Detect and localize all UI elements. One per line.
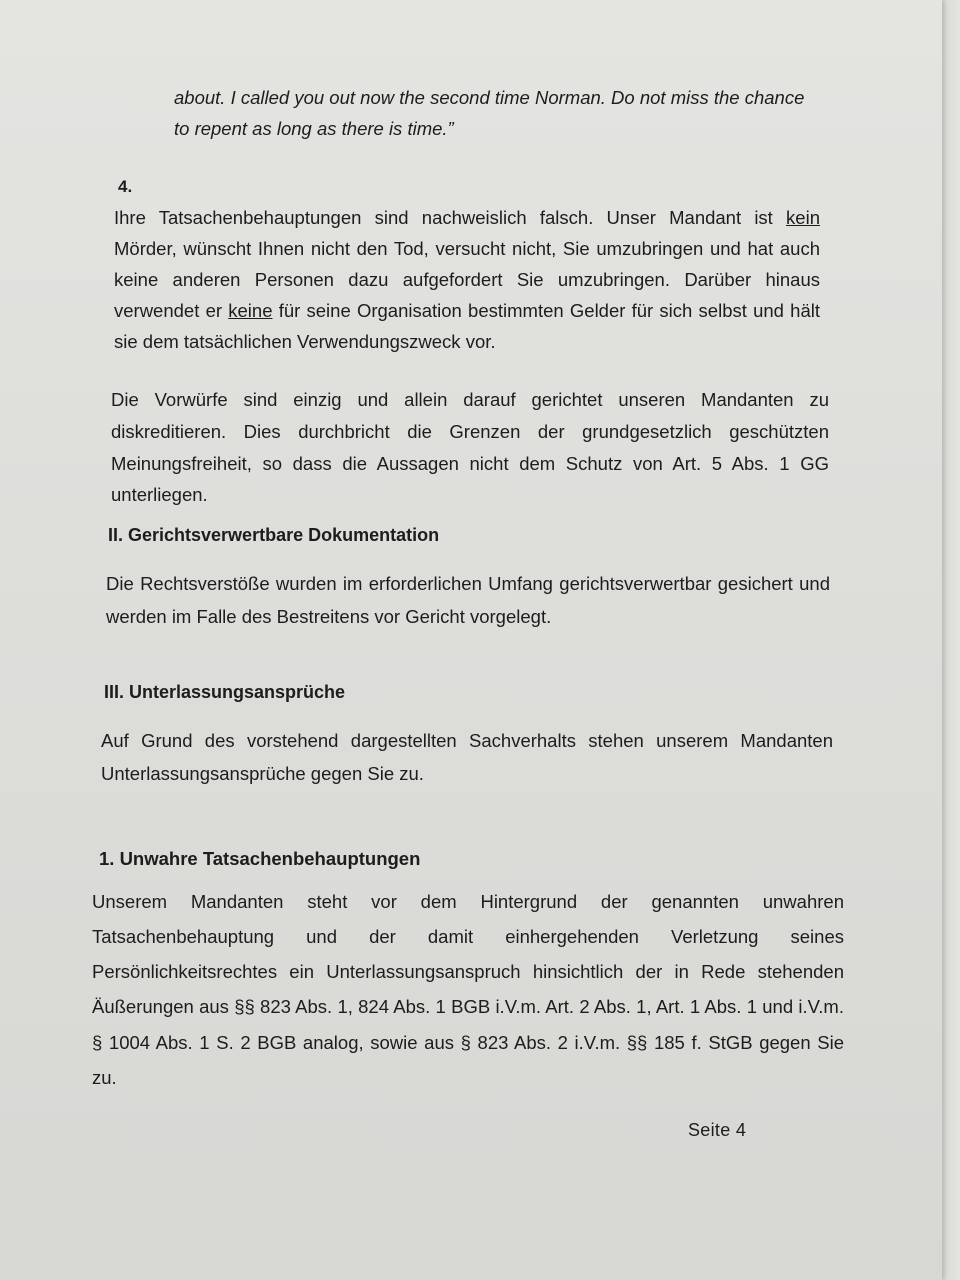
- paragraph-text: Mörder, wünscht Ihnen nicht den Tod, versucht nicht, Sie umzubringen und hat auch keine anderen Personen dazu aufgefordert Sie umzubringen. Darüber hinaus verwendet er: [114, 238, 820, 322]
- heading-untrue-statements: 1. Unwahre Tatsachenbehauptungen: [99, 848, 421, 869]
- heading-injunction-claims: III. Unterlassungsansprüche: [104, 682, 346, 702]
- quote-line-1: about. I called you out now the second time Norman. Do not miss the chance: [174, 87, 805, 108]
- paragraph-injunction-claims: Auf Grund des vorstehend dargestellten Sachverhalts stehen unserem Mandanten Unterlassungsansprüche gegen Sie zu.: [101, 730, 833, 784]
- underlined-keine: keine: [228, 300, 273, 322]
- underlined-kein: kein: [786, 207, 820, 228]
- section-number: 4.: [118, 177, 133, 196]
- paragraph-untrue-statements: Unserem Mandanten steht vor dem Hintergrund der genannten unwahren Tatsachenbehauptung und der damit einhergehenden Verletzung seines Persönlichkeitsrechtes ein Unterlassungsanspruch hinsichtlich der in Rede stehenden Äußerungen aus §§ 823 Abs. 1, 824 Abs. 1 BGB i.V.m. Art. 2 Abs. 1, Art. 1 Abs. 1 und i.V.m. § 1004 Abs. 1 S. 2 BGB analog, sowie aus § 823 Abs. 2 i.V.m. §§ 185 f. StGB gegen Sie zu.: [92, 891, 844, 1088]
- page-number: Seite 4: [688, 1120, 747, 1140]
- quote-block: [174, 82, 818, 145]
- quote-line-2: to repent as long as there is time.”: [174, 118, 454, 140]
- paragraph-false-claims: [114, 202, 820, 357]
- heading-documentation: II. Gerichtsverwertbare Dokumentation: [108, 525, 440, 545]
- paragraph-documentation: Die Rechtsverstöße wurden im erforderlichen Umfang gerichtsverwertbar gesichert und werden im Falle des Bestreitens vor Gericht vorgelegt.: [106, 573, 830, 627]
- paragraph-text: für seine Organisation bestimmten Gelder für sich selbst und hält sie dem tatsächlichen Verwendungszweck vor.: [114, 300, 821, 353]
- paragraph-discredit: Die Vorwürfe sind einzig und allein darauf gerichtet unseren Mandanten zu diskreditieren. Dies durchbricht die Grenzen der grundgesetzlich geschützten Meinungsfreiheit, so dass die Aussagen nicht dem Schutz von Art. 5 Abs. 1 GG unterliegen.: [111, 389, 829, 506]
- paragraph-text: Ihre Tatsachenbehauptungen sind nachweislich falsch. Unser Mandant ist: [114, 207, 787, 228]
